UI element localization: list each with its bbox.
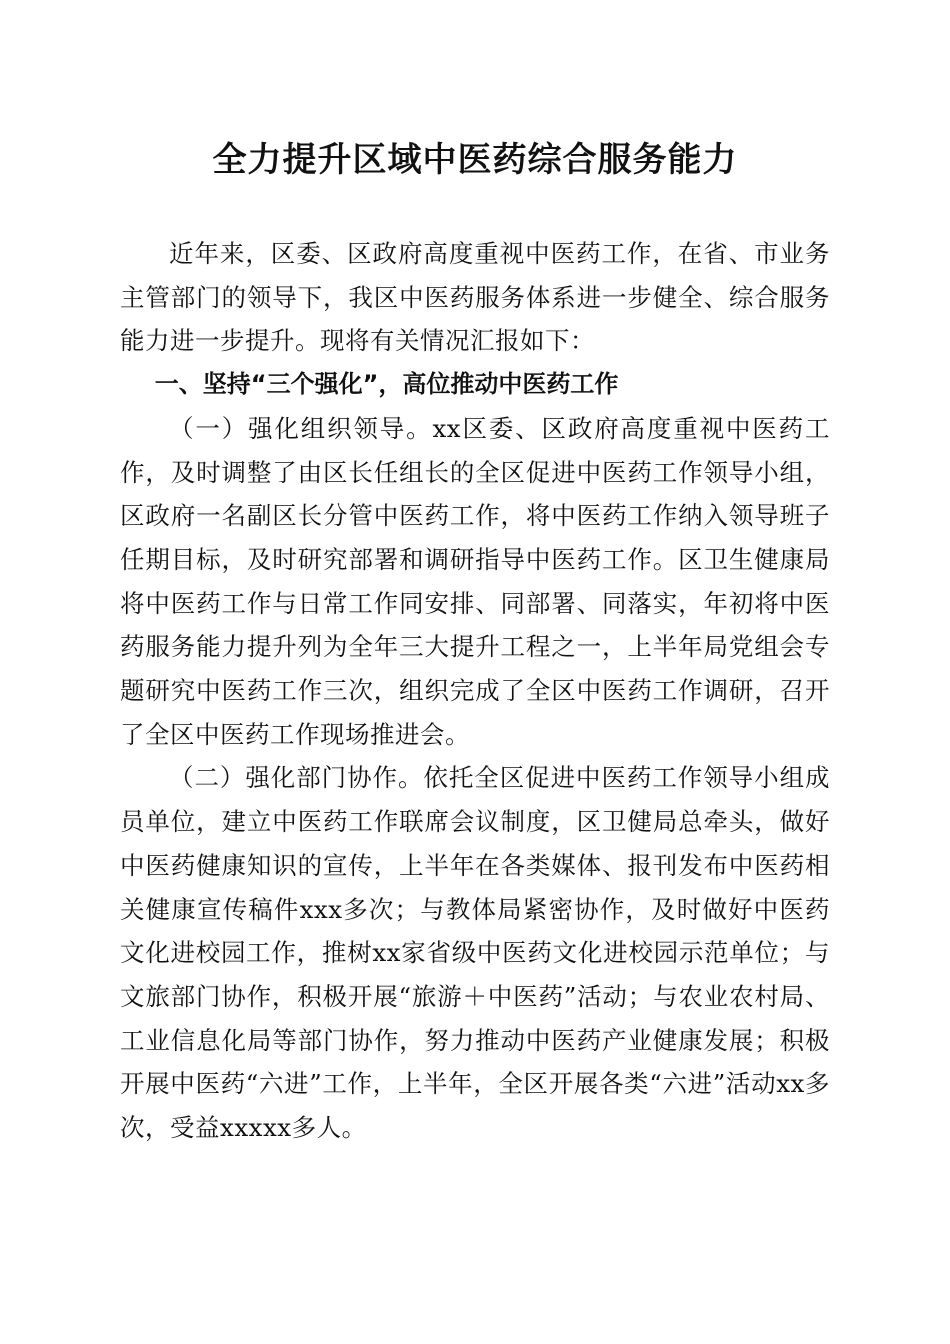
section-heading: 一、坚持“三个强化”，高位推动中医药工作 [154,370,619,399]
intro-paragraph: 近年来，区委、区政府高度重视中医药工作，在省、市业务主管部门的领导下，我区中医药服务体系进一步健全、综合服务能力进一步提升。现将有关情况汇报如下： [120,239,830,356]
item-text: xx区委、区政府高度重视中医药工作，及时调整了由区长任组长的全区促进中医药工作领导小组，区政府一名副区长分管中医药工作，将中医药工作纳入领导班子任期目标，及时研究部署和调研指导中医药工作。区卫生健康局将中医药工作与日常工作同安排、同部署、同落实，年初将中医药服务能力提升列为全年三大提升工程之一，上半年局党组会专题研究中医药工作三次，组织完成了全区中医药工作调研，召开了全区中医药工作现场推进会。 [120,413,830,749]
item-text: 依托全区促进中医药工作领导小组成员单位，建立中医药工作联席会议制度，区卫健局总牵头，做好中医药健康知识的宣传，上半年在各类媒体、报刊发布中医药相关健康宣传稿件xxx多次；与教体局紧密协作，及时做好中医药文化进校园工作，推树xx家省级中医药文化进校园示范单位；与文旅部门协作，积极开展“旅游＋中医药”活动；与农业农村局、工业信息化局等部门协作，努力推动中医药产业健康发展；积极开展中医药“六进”工作，上半年，全区开展各类“六进”活动xx多次，受益xxxxx多人。 [120,763,831,1143]
item-lead: （二）强化部门协作。 [169,763,424,793]
section-item-paragraph [120,407,830,757]
item-lead: （一）强化组织领导。 [169,413,433,443]
section-item-paragraph [120,756,830,1149]
document-body [120,232,830,1150]
document-title: 全力提升区域中医药综合服务能力 [212,140,738,180]
